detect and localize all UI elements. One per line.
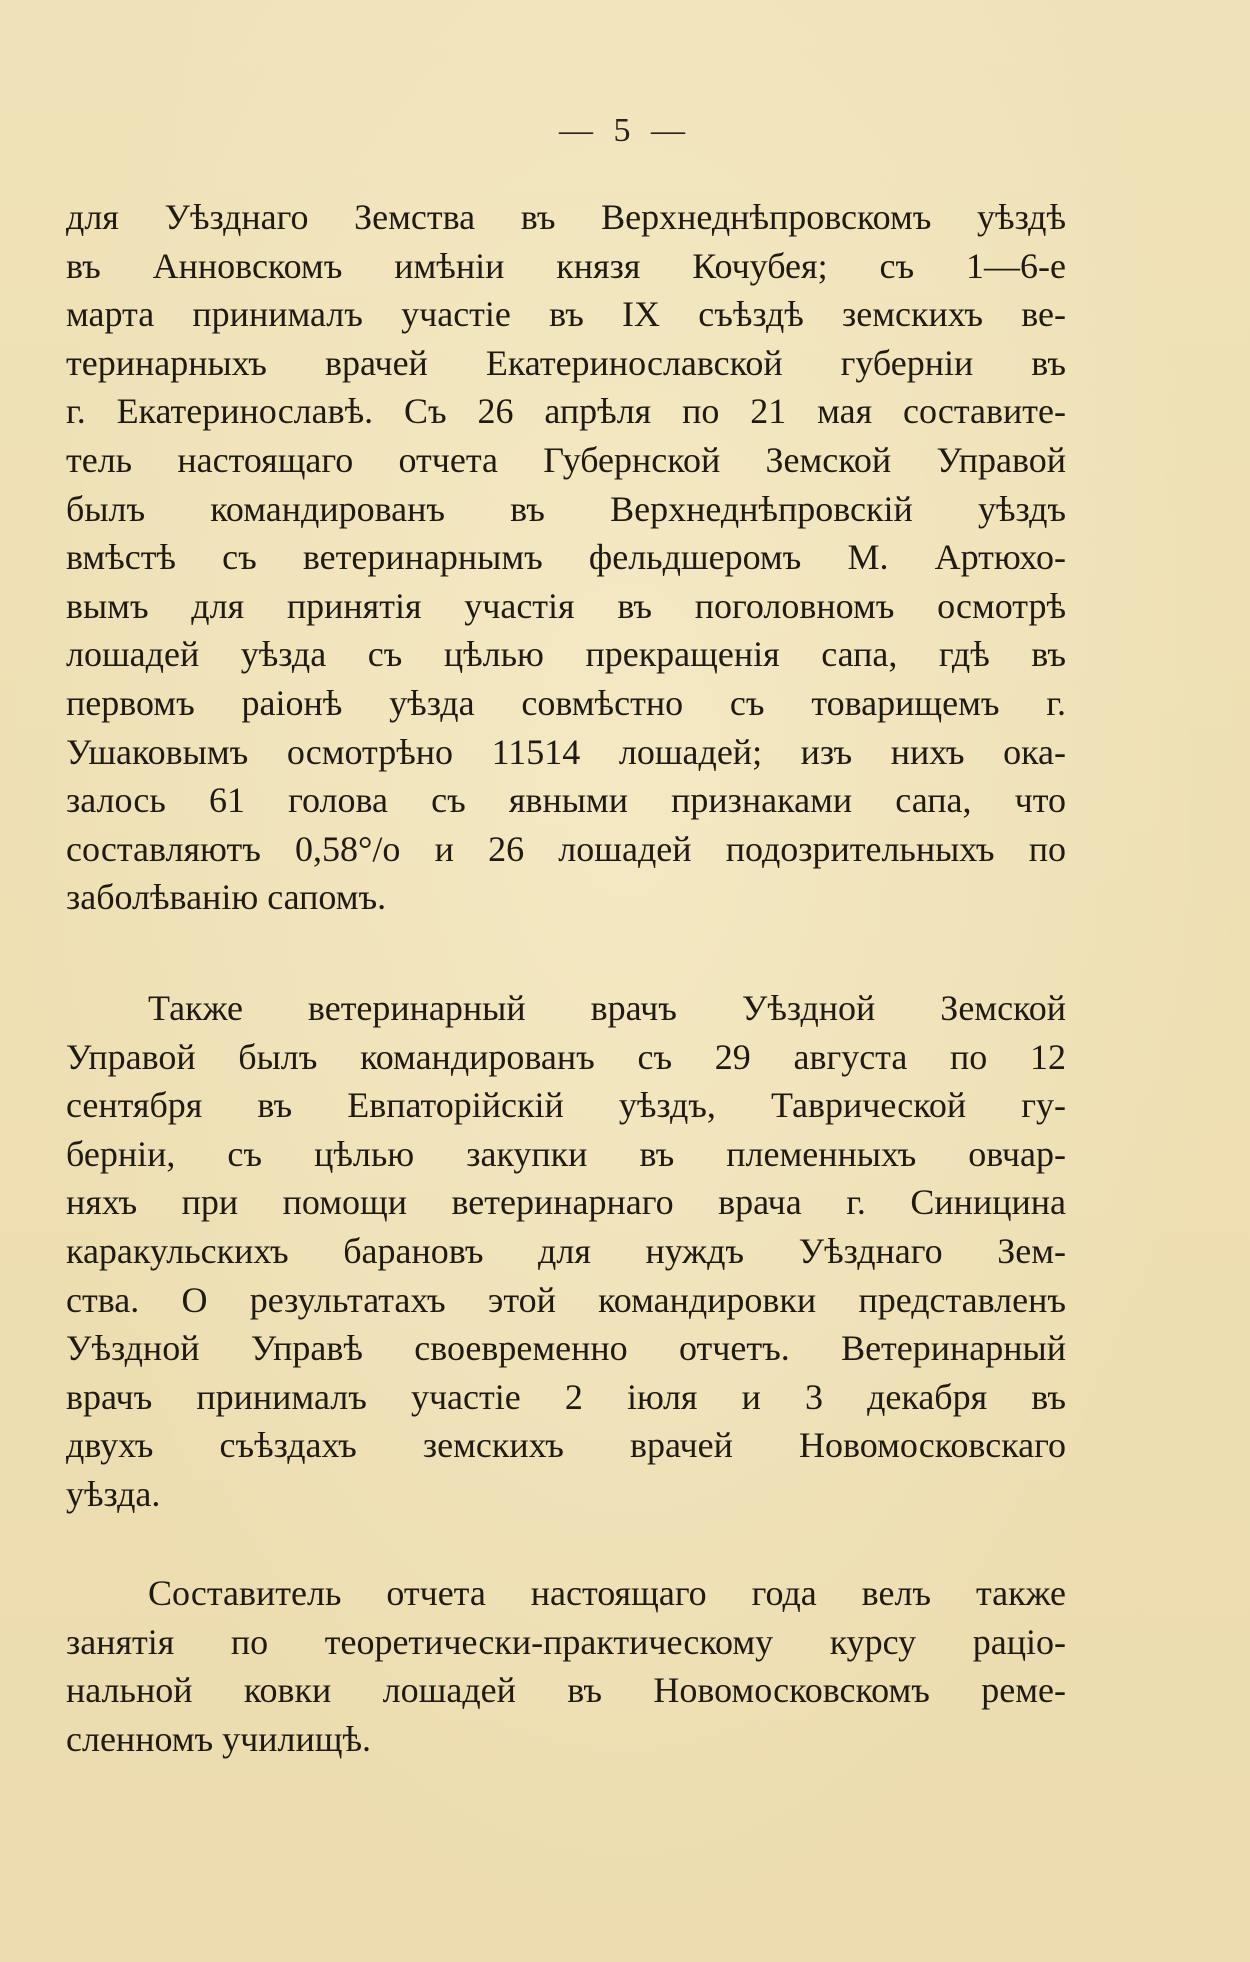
text-line: былъ командированъ въ Верхнеднѣпровскій уѣздъ — [66, 488, 1066, 529]
text-line: Уѣздной Управѣ своевременно отчетъ. Ветеринарный — [66, 1328, 1066, 1369]
text-line: занятія по теоретически-практическому курсу раціо- — [66, 1621, 1066, 1662]
text-line: для Уѣзднаго Земства въ Верхнеднѣпровскомъ уѣздѣ — [66, 197, 1066, 237]
text-line: вымъ для принятія участія въ поголовномъ осмотрѣ — [66, 585, 1066, 626]
text-line: г. Екатеринославѣ. Съ 26 апрѣля по 21 мая составите- — [66, 391, 1066, 432]
text-line: няхъ при помощи ветеринарнаго врача г. Синицина — [66, 1182, 1066, 1223]
text-line: теринарныхъ врачей Екатеринославской губерніи въ — [66, 342, 1066, 383]
text-line: каракульскихъ барановъ для нуждъ Уѣзднаго Зем- — [66, 1230, 1066, 1271]
text-line: Управой былъ командированъ съ 29 августа по 12 — [66, 1036, 1066, 1077]
text-line: сентября въ Евпаторійскій уѣздъ, Таврической гу- — [66, 1085, 1066, 1126]
text-line: нальной ковки лошадей въ Новомосковскомъ реме- — [66, 1670, 1066, 1711]
text-line: берніи, съ цѣлью закупки въ племенныхъ овчар- — [66, 1133, 1066, 1174]
text-line: первомъ раіонѣ уѣзда совмѣстно съ товарищемъ г. — [66, 682, 1066, 723]
paragraph-1 — [66, 193, 1066, 922]
text-line: тель настоящаго отчета Губернской Земской Управой — [66, 439, 1066, 480]
text-line: сленномъ училищѣ. — [66, 1718, 372, 1759]
text-line: марта принималъ участіе въ IX съѣздѣ земскихъ ве- — [66, 294, 1066, 335]
text-line: врачъ принималъ участіе 2 іюля и 3 декабря въ — [66, 1376, 1066, 1417]
text-line: Ушаковымъ осмотрѣно 11514 лошадей; изъ нихъ ока- — [66, 731, 1066, 772]
text-line: заболѣванію сапомъ. — [66, 877, 387, 918]
text-line: уѣзда. — [66, 1473, 161, 1514]
paragraph-3 — [66, 1569, 1066, 1763]
page-number: — 5 — — [559, 112, 691, 149]
text-line: въ Анновскомъ имѣніи князя Кочубея; съ 1—6-е — [66, 245, 1066, 286]
paragraph-2 — [66, 984, 1066, 1519]
text-line: Также ветеринарный врачъ Уѣздной Земской — [148, 988, 1066, 1028]
text-line: ства. О результатахъ этой командировки представленъ — [66, 1279, 1066, 1320]
text-line: составляютъ 0,58°/o и 26 лошадей подозрительныхъ по — [66, 828, 1066, 869]
text-line: вмѣстѣ съ ветеринарнымъ фельдшеромъ М. Артюхо- — [66, 537, 1066, 578]
text-line: лошадей уѣзда съ цѣлью прекращенія сапа, гдѣ въ — [66, 634, 1066, 675]
text-line: Составитель отчета настоящаго года велъ также — [148, 1573, 1066, 1613]
text-line: двухъ съѣздахъ земскихъ врачей Новомосковскаго — [66, 1425, 1066, 1466]
text-line: залось 61 голова съ явными признаками сапа, что — [66, 780, 1066, 821]
